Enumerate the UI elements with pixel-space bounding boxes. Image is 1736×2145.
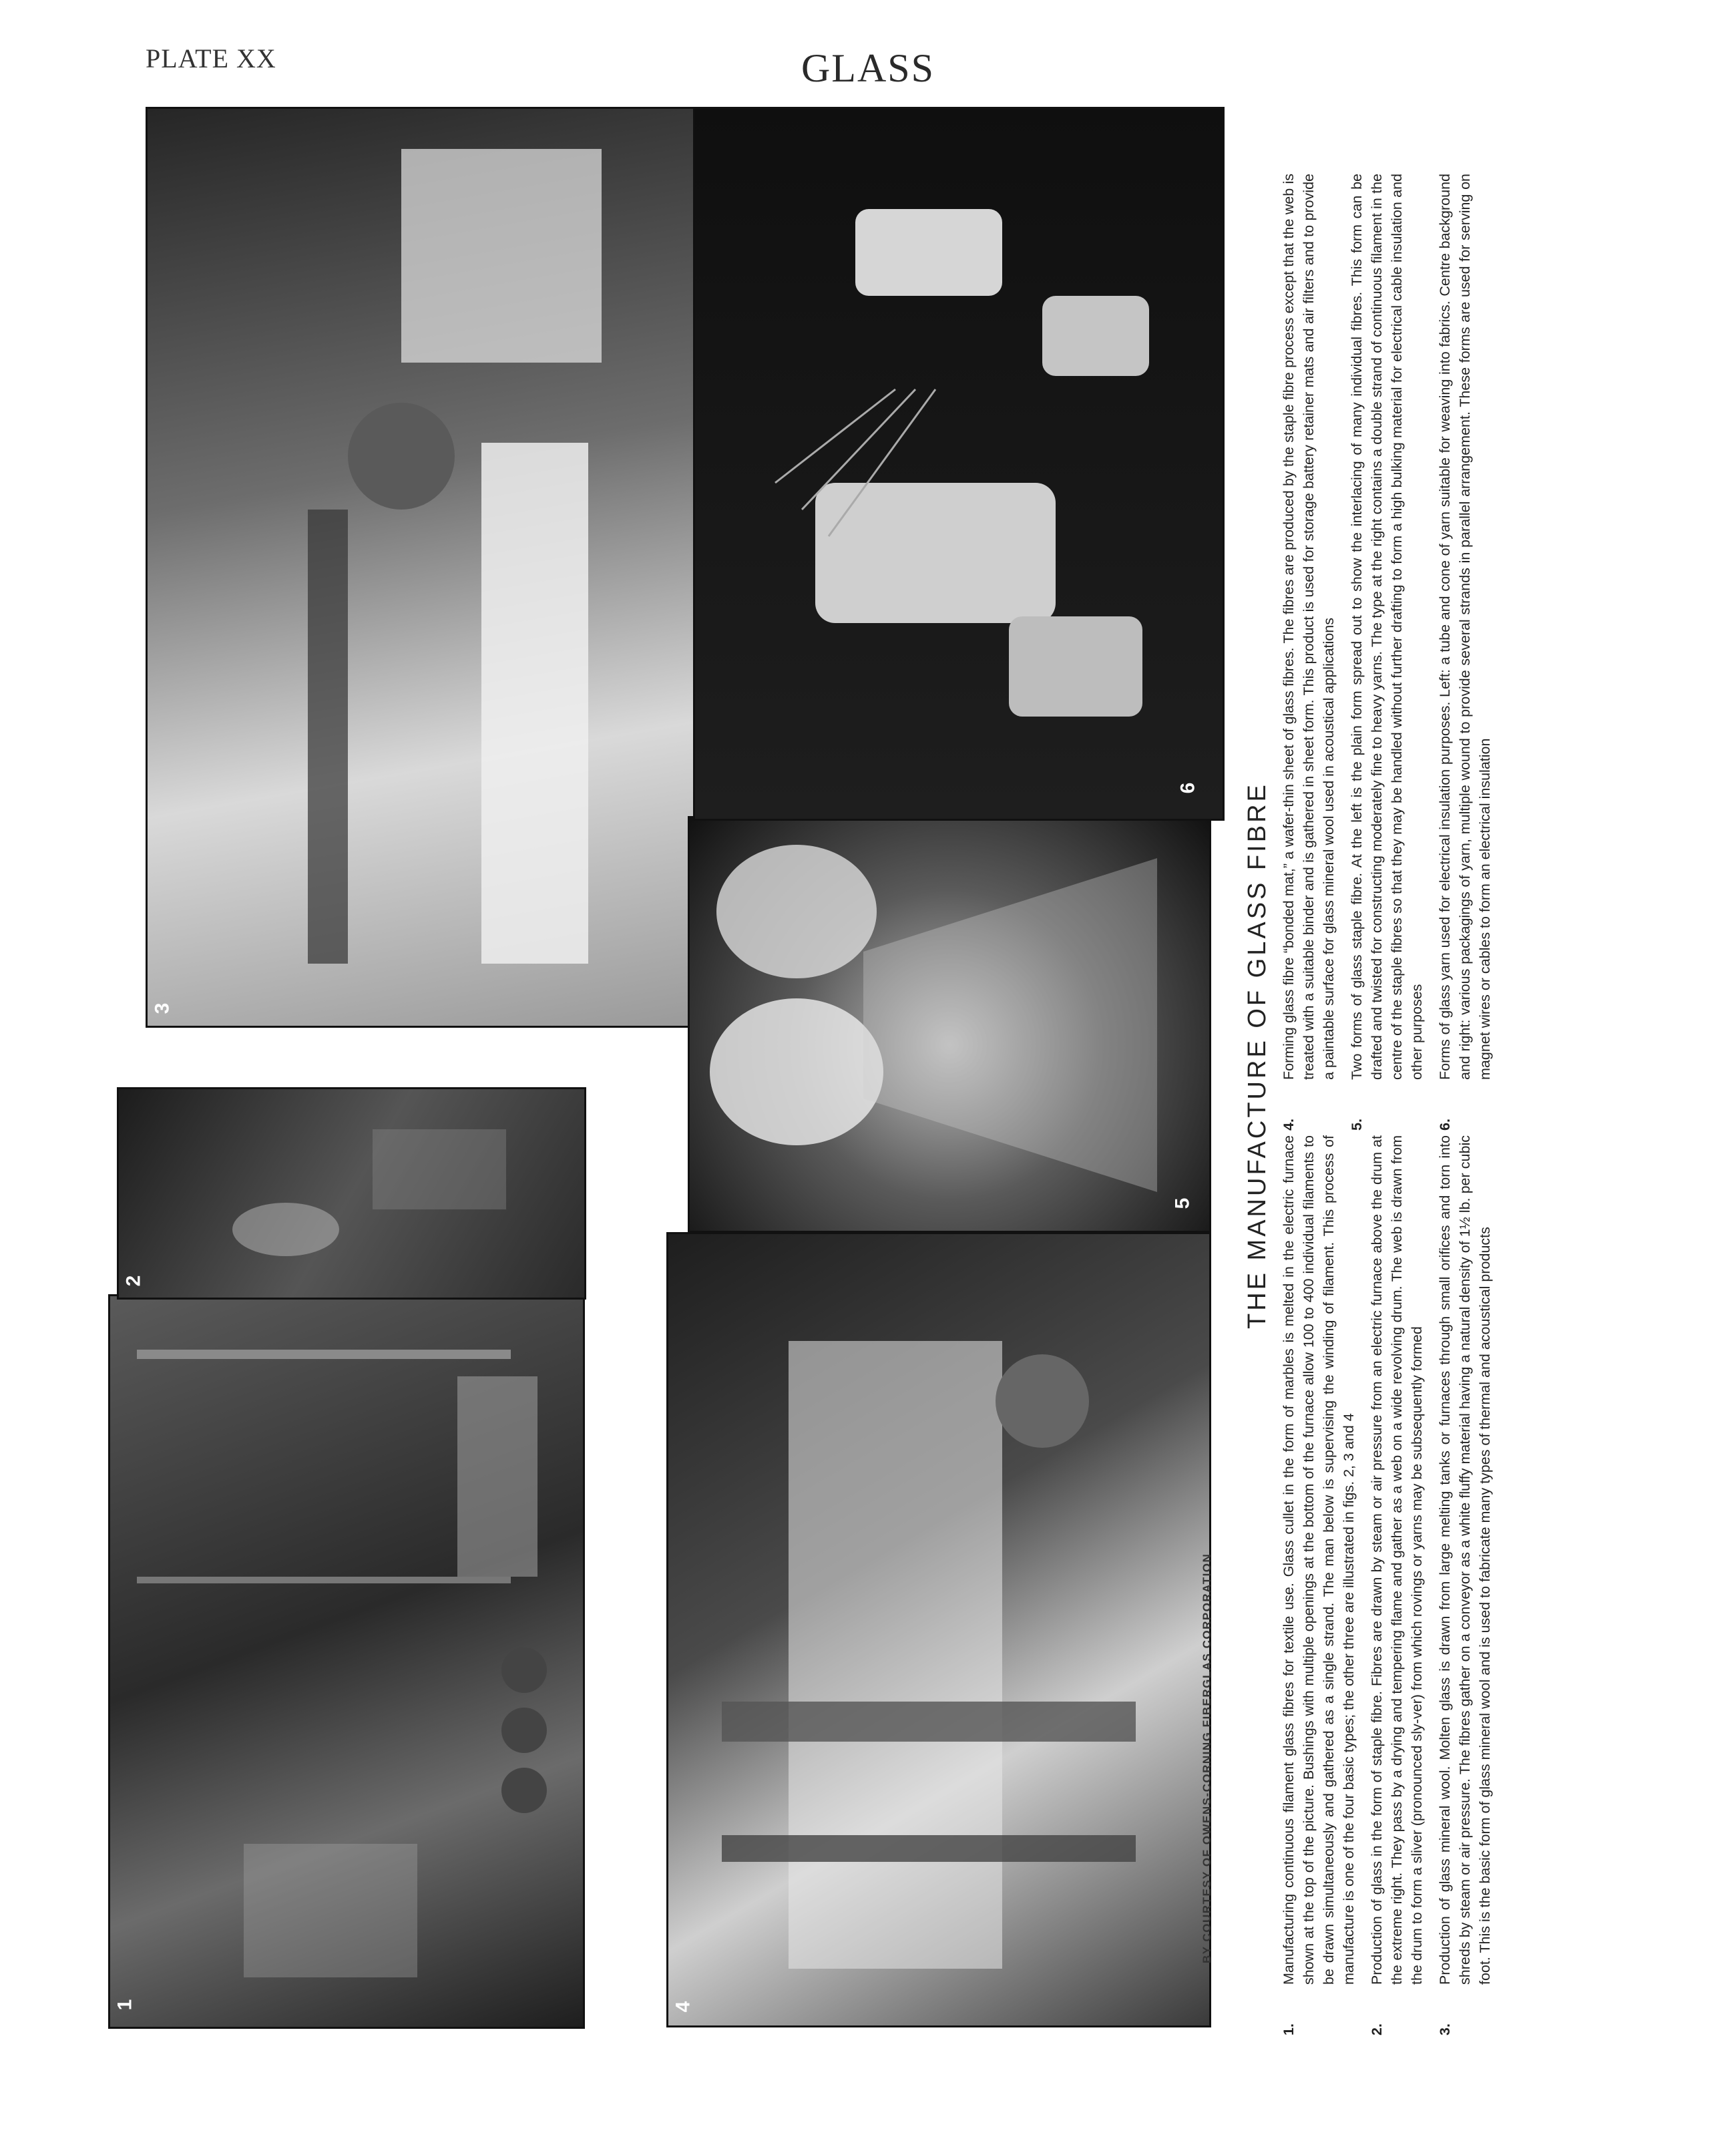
captions-left [1279,1135,1503,2035]
page-title: GLASS [801,46,935,90]
caption-6: 6.Forms of glass yarn used for electrical insulation purposes. Left: a tube and cone of yarn suitable for weaving into fabrics. Centre background and right: various packagings of yarn, multiple wound to provide several strands in parallel arrangement. These forms are used for serving on magnet wires or cables to form an electrical insulation [1437,174,1493,1131]
photo-4-illustration [668,1234,1209,2025]
photo-fig-1 [108,1294,585,2029]
photo-fig-4 [666,1232,1211,2027]
caption-1: 1.Manufacturing continuous filament glass fibres for textile use. Glass cullet in the form of marbles is melted in the electric furnace shown at the top of the picture. Bushings with multiple openings at the bottom of the furnace allow 100 to 400 individual filaments to be drawn simultaneously and gathered as a single strand. The man below is supervising the winding of filament. This process of manufacture is one of the four basic types; the other three are illustrated in figs. 2, 3 and 4 [1281,1135,1357,2035]
caption-2: 2.Production of glass in the form of staple fibre. Fibres are drawn by steam or air pressure from an electric furnace above the drum at the extreme right. They pass by a drying and tempering flame and gather as a web on a wide revolving drum. The web is drawn from the drum to form a sliver (pronounced sly-ver) from which rovings or yarns may be subsequently formed [1369,1135,1425,2035]
photo-6-illustration [695,109,1223,819]
photo-5-illustration [690,818,1209,1231]
photo-fig-3 [146,107,697,1028]
figure-number: 6 [1176,782,1199,794]
figure-number: 2 [122,1275,145,1287]
photo-3-illustration [148,109,695,1026]
figure-number: 5 [1171,1197,1194,1209]
figure-number: 1 [114,1999,136,2011]
plate-label: PLATE XX [146,43,276,73]
photo-fig-6 [693,107,1225,821]
figure-number: 3 [151,1002,174,1014]
photo-2-illustration [119,1089,584,1298]
photo-fig-2 [117,1087,586,1300]
section-title: THE MANUFACTURE OF GLASS FIBRE [1243,782,1271,1329]
caption-3: 3.Production of glass mineral wool. Molten glass is drawn from large melting tanks or furnaces through small orifices and torn into shreds by steam or air pressure. The fibres gather on a conveyor as a white fluffy material having a natural density of 1½ lb. per cubic foot. This is the basic form of glass mineral wool and is used to fabricate many types of thermal and acoustical products [1437,1135,1493,2035]
figure-number: 4 [672,2001,694,2013]
caption-4: 4.Forming glass fibre “bonded mat,” a wafer-thin sheet of glass fibres. The fibres are produced by the staple fibre process except that the web is treated with a suitable binder and is gathered in sheet form. This product is used for storage battery retainer mats and air filters and to provide a paintable surface for glass mineral wool used in acoustical applications [1281,174,1337,1131]
photo-credit: BY COURTESY OF OWENS-CORNING FIBERGLAS CORPORATION [1201,1553,1213,1963]
caption-5: 5.Two forms of glass staple fibre. At the left is the plain form spread out to show the interlacing of many individual fibres. This form can be drafted and twisted for constructing moderately fine to heavy yarns. The type at the right contains a double strand of continuous filament in the centre of the staple fibres so that they may be handled without further drafting to form a high bulking material for electrical cable insulation and other purposes [1349,174,1425,1131]
photo-fig-5 [688,816,1211,1233]
photo-1-illustration [110,1296,583,2027]
captions-right [1279,174,1503,1131]
